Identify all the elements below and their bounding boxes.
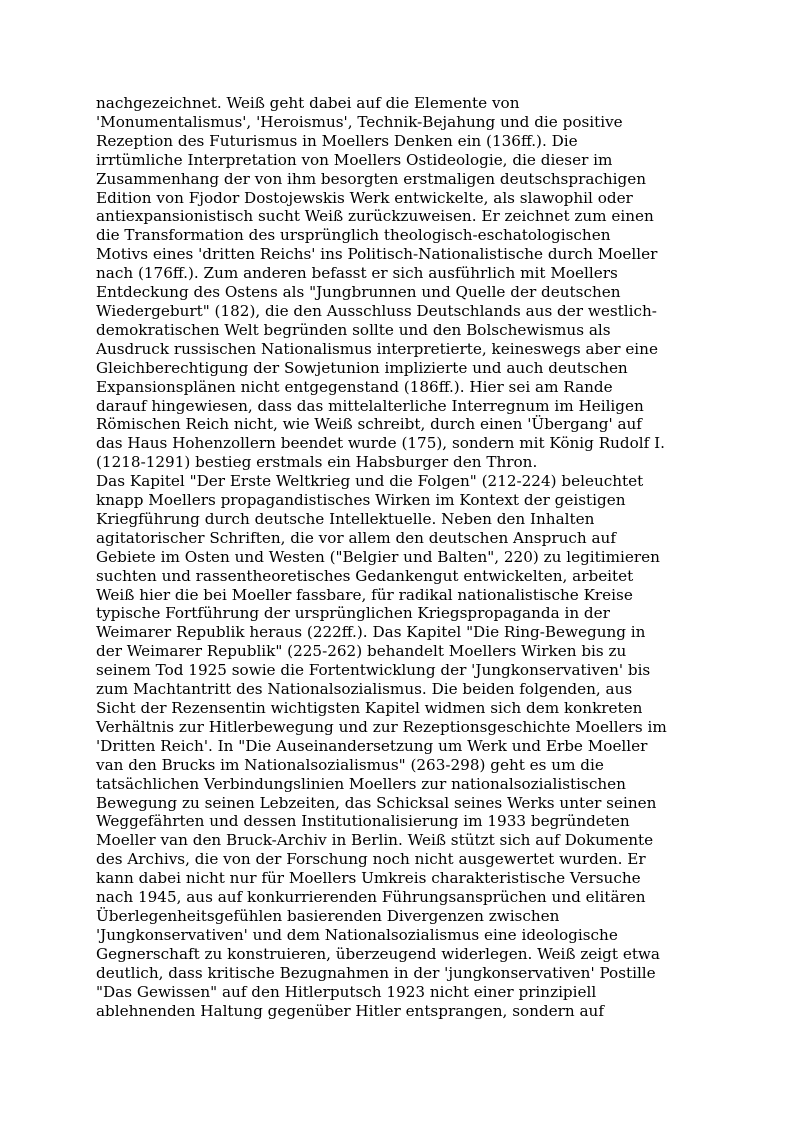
text-line: agitatorischer Schriften, die vor allem den deutschen Anspruch auf	[96, 528, 616, 547]
text-line: Gleichberechtigung der Sowjetunion implizierte und auch deutschen	[96, 358, 628, 377]
text-line: demokratischen Welt begründen sollte und den Bolschewismus als	[96, 320, 611, 339]
text-line: 'Dritten Reich'. In "Die Auseinandersetzung um Werk und Erbe Moeller	[96, 736, 648, 755]
text-line: irrtümliche Interpretation von Moellers Ostideologie, die dieser im	[96, 150, 613, 169]
text-line: knapp Moellers propagandistisches Wirken im Kontext der geistigen	[96, 491, 626, 510]
text-line: Motivs eines 'dritten Reichs' ins Politisch-Nationalistische durch Moeller	[96, 245, 658, 264]
text-line: Gebiete im Osten und Westen ("Belgier und Balten", 220) zu legitimieren	[96, 547, 660, 566]
text-line: kann dabei nicht nur für Moellers Umkreis charakteristische Versuche	[96, 869, 641, 888]
text-line: das Haus Hohenzollern beendet wurde (175), sondern mit König Rudolf I.	[96, 434, 665, 453]
text-line: typische Fortführung der ursprünglichen Kriegspropaganda in der	[96, 604, 610, 623]
text-line: nachgezeichnet. Weiß geht dabei auf die Elemente von	[96, 94, 520, 112]
text-line: 'Jungkonservativen' und dem Nationalsozialismus eine ideologische	[96, 925, 618, 944]
text-line: Kriegführung durch deutsche Intellektuelle. Neben den Inhalten	[96, 509, 595, 528]
text-line: Ausdruck russischen Nationalismus interpretierte, keineswegs aber eine	[96, 339, 658, 358]
text-line: Überlegenheitsgefühlen basierenden Divergenzen zwischen	[96, 906, 560, 925]
text-line: Moeller van den Bruck-Archiv in Berlin. Weiß stützt sich auf Dokumente	[96, 831, 654, 850]
text-line: des Archivs, die von der Forschung noch nicht ausgewertet wurden. Er	[96, 850, 646, 869]
text-line: Sicht der Rezensentin wichtigsten Kapitel widmen sich dem konkreten	[96, 699, 643, 717]
text-line: (1218-1291) bestieg erstmals ein Habsburger den Thron.	[96, 453, 538, 472]
text-line: tatsächlichen Verbindungslinien Moellers zur nationalsozialistischen	[96, 774, 626, 793]
text-line: Expansionsplänen nicht entgegenstand (186ff.). Hier sei am Rande	[96, 377, 613, 396]
text-line: die Transformation des ursprünglich theologisch-eschatologischen	[96, 226, 611, 245]
text-line: Weggefährten und dessen Institutionalisierung im 1933 begründeten	[96, 812, 630, 831]
text-line: Wiedergeburt" (182), die den Ausschluss Deutschlands aus der westlich-	[96, 301, 657, 320]
body-text	[96, 94, 716, 1020]
text-line: nach 1945, aus auf konkurrierenden Führungsansprüchen und elitären	[96, 888, 646, 907]
text-line: deutlich, dass kritische Bezugnahmen in der 'jungkonservativen' Postille	[96, 963, 656, 982]
text-line: 'Monumentalismus', 'Heroismus', Technik-Bejahung und die positive	[96, 112, 623, 131]
text-line: Weimarer Republik heraus (222ff.). Das Kapitel "Die Ring-Bewegung in	[96, 623, 646, 642]
text-line: Entdeckung des Ostens als "Jungbrunnen und Quelle der deutschen	[96, 283, 621, 302]
text-line: der Weimarer Republik" (225-262) behandelt Moellers Wirken bis zu	[96, 642, 627, 661]
text-line: Weiß hier die bei Moeller fassbare, für radikal nationalistische Kreise	[96, 585, 633, 604]
text-line: ablehnenden Haltung gegenüber Hitler entsprangen, sondern auf	[96, 1001, 604, 1020]
text-line: Edition von Fjodor Dostojewskis Werk entwickelte, als slawophil oder	[96, 188, 633, 207]
text-line: seinem Tod 1925 sowie die Fortentwicklung der 'Jungkonservativen' bis	[96, 661, 651, 680]
text-line: Bewegung zu seinen Lebzeiten, das Schicksal seines Werks unter seinen	[96, 793, 657, 812]
text-line: Römischen Reich nicht, wie Weiß schreibt, durch einen 'Übergang' auf	[96, 415, 642, 434]
text-line: antiexpansionistisch sucht Weiß zurückzuweisen. Er zeichnet zum einen	[96, 207, 654, 226]
text-line: Gegnerschaft zu konstruieren, überzeugend widerlegen. Weiß zeigt etwa	[96, 944, 660, 963]
text-line: Rezeption des Futurismus in Moellers Denken ein (136ff.). Die	[96, 131, 578, 150]
text-line: Zusammenhang der von ihm besorgten erstmaligen deutschsprachigen	[96, 169, 647, 188]
text-line: darauf hingewiesen, dass das mittelalterliche Interregnum im Heiligen	[96, 396, 644, 415]
text-line: Verhältnis zur Hitlerbewegung und zur Rezeptionsgeschichte Moellers im	[96, 717, 667, 736]
text-line: suchten und rassentheoretisches Gedankengut entwickelten, arbeitet	[96, 566, 634, 585]
text-line: Das Kapitel "Der Erste Weltkrieg und die Folgen" (212-224) beleuchtet	[96, 472, 644, 491]
text-line: van den Brucks im Nationalsozialismus" (263-298) geht es um die	[96, 755, 604, 774]
text-line: zum Machtantritt des Nationalsozialismus. Die beiden folgenden, aus	[96, 680, 633, 699]
text-line: "Das Gewissen" auf den Hitlerputsch 1923 nicht einer prinzipiell	[96, 982, 597, 1001]
text-line: nach (176ff.). Zum anderen befasst er sich ausführlich mit Moellers	[96, 264, 618, 283]
